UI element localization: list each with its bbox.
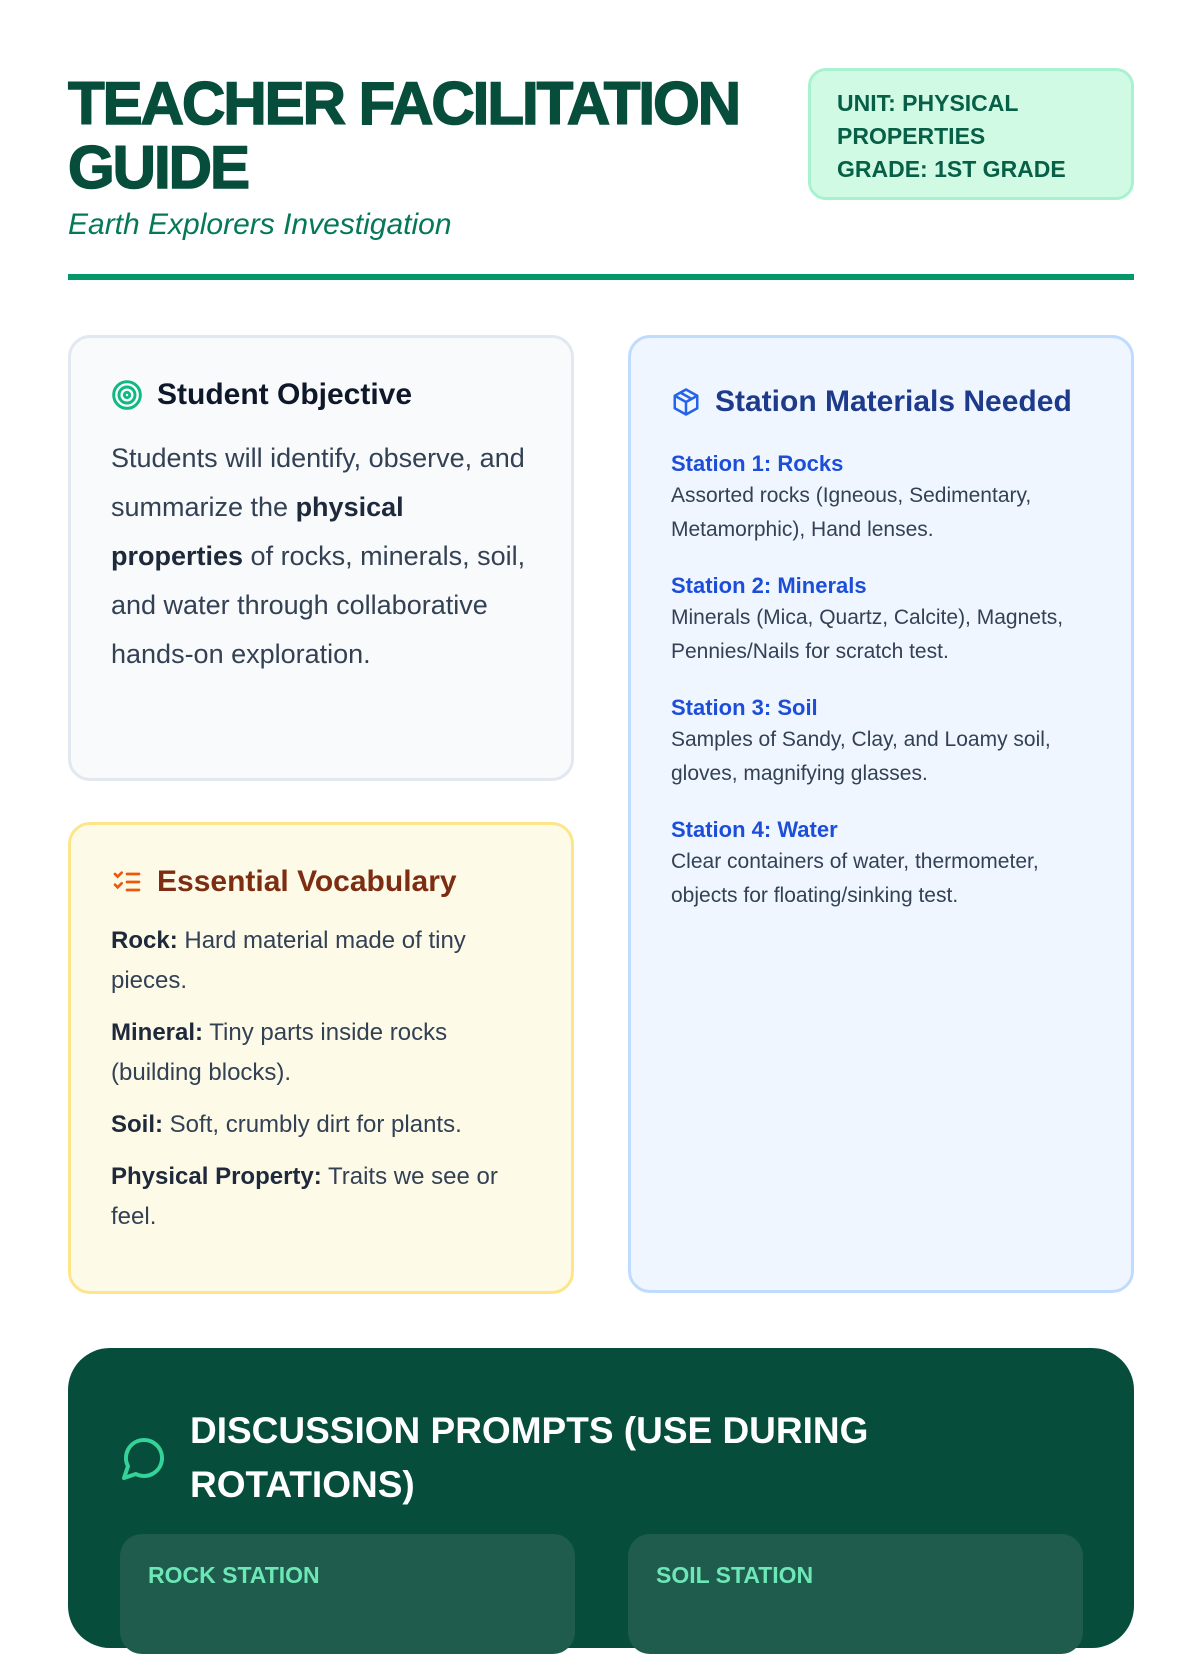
objective-heading: Student Objective — [157, 378, 413, 411]
discussion-heading: DISCUSSION PROMPTS (USE DURING ROTATIONS) — [190, 1410, 869, 1505]
materials-card — [628, 335, 1134, 1293]
station-item: Station 3: Soil Samples of Sandy, Clay, and Loamy soil, gloves, magnifying glasses. — [671, 695, 1051, 785]
materials-heading: Station Materials Needed — [715, 385, 1072, 418]
objective-text: Students will identify, observe, and summarize the physical properties of rocks, minerals, soil, and water through collaborative hands-on exploration. — [111, 443, 526, 669]
page-subtitle: Earth Explorers Investigation — [68, 208, 452, 241]
station-item: Station 4: Water Clear containers of water, thermometer, objects for floating/sinking test. — [671, 817, 1039, 907]
discussion-prompts-section — [68, 1348, 1134, 1648]
rock-station-card: ROCK STATION — [120, 1534, 575, 1654]
vocab-item: Mineral: Tiny parts inside rocks (building blocks). — [111, 1019, 448, 1086]
checklist-icon — [111, 866, 143, 898]
station-item: Station 2: Minerals Minerals (Mica, Quartz, Calcite), Magnets, Pennies/Nails for scratch test. — [671, 573, 1064, 663]
page-title: TEACHER FACILITATION GUIDE — [68, 70, 740, 201]
target-icon — [111, 379, 143, 411]
grade-label: GRADE: 1ST GRADE — [837, 156, 1066, 182]
soil-station-card: SOIL STATION — [628, 1534, 1083, 1654]
unit-badge — [808, 68, 1134, 200]
header — [68, 72, 788, 242]
unit-label: UNIT: PHYSICAL PROPERTIES — [837, 90, 1019, 149]
vocabulary-card — [68, 822, 574, 1294]
vocab-item: Physical Property: Traits we see or feel. — [111, 1163, 498, 1230]
vocab-item: Rock: Hard material made of tiny pieces. — [111, 927, 466, 994]
student-objective-card — [68, 335, 574, 781]
vocabulary-heading: Essential Vocabulary — [157, 865, 457, 898]
box-icon — [671, 387, 701, 417]
vocab-item: Soil: Soft, crumbly dirt for plants. — [111, 1111, 462, 1138]
header-divider — [68, 274, 1134, 280]
chat-bubble-icon — [120, 1434, 168, 1482]
station-item: Station 1: Rocks Assorted rocks (Igneous, Sedimentary, Metamorphic), Hand lenses. — [671, 451, 1032, 541]
